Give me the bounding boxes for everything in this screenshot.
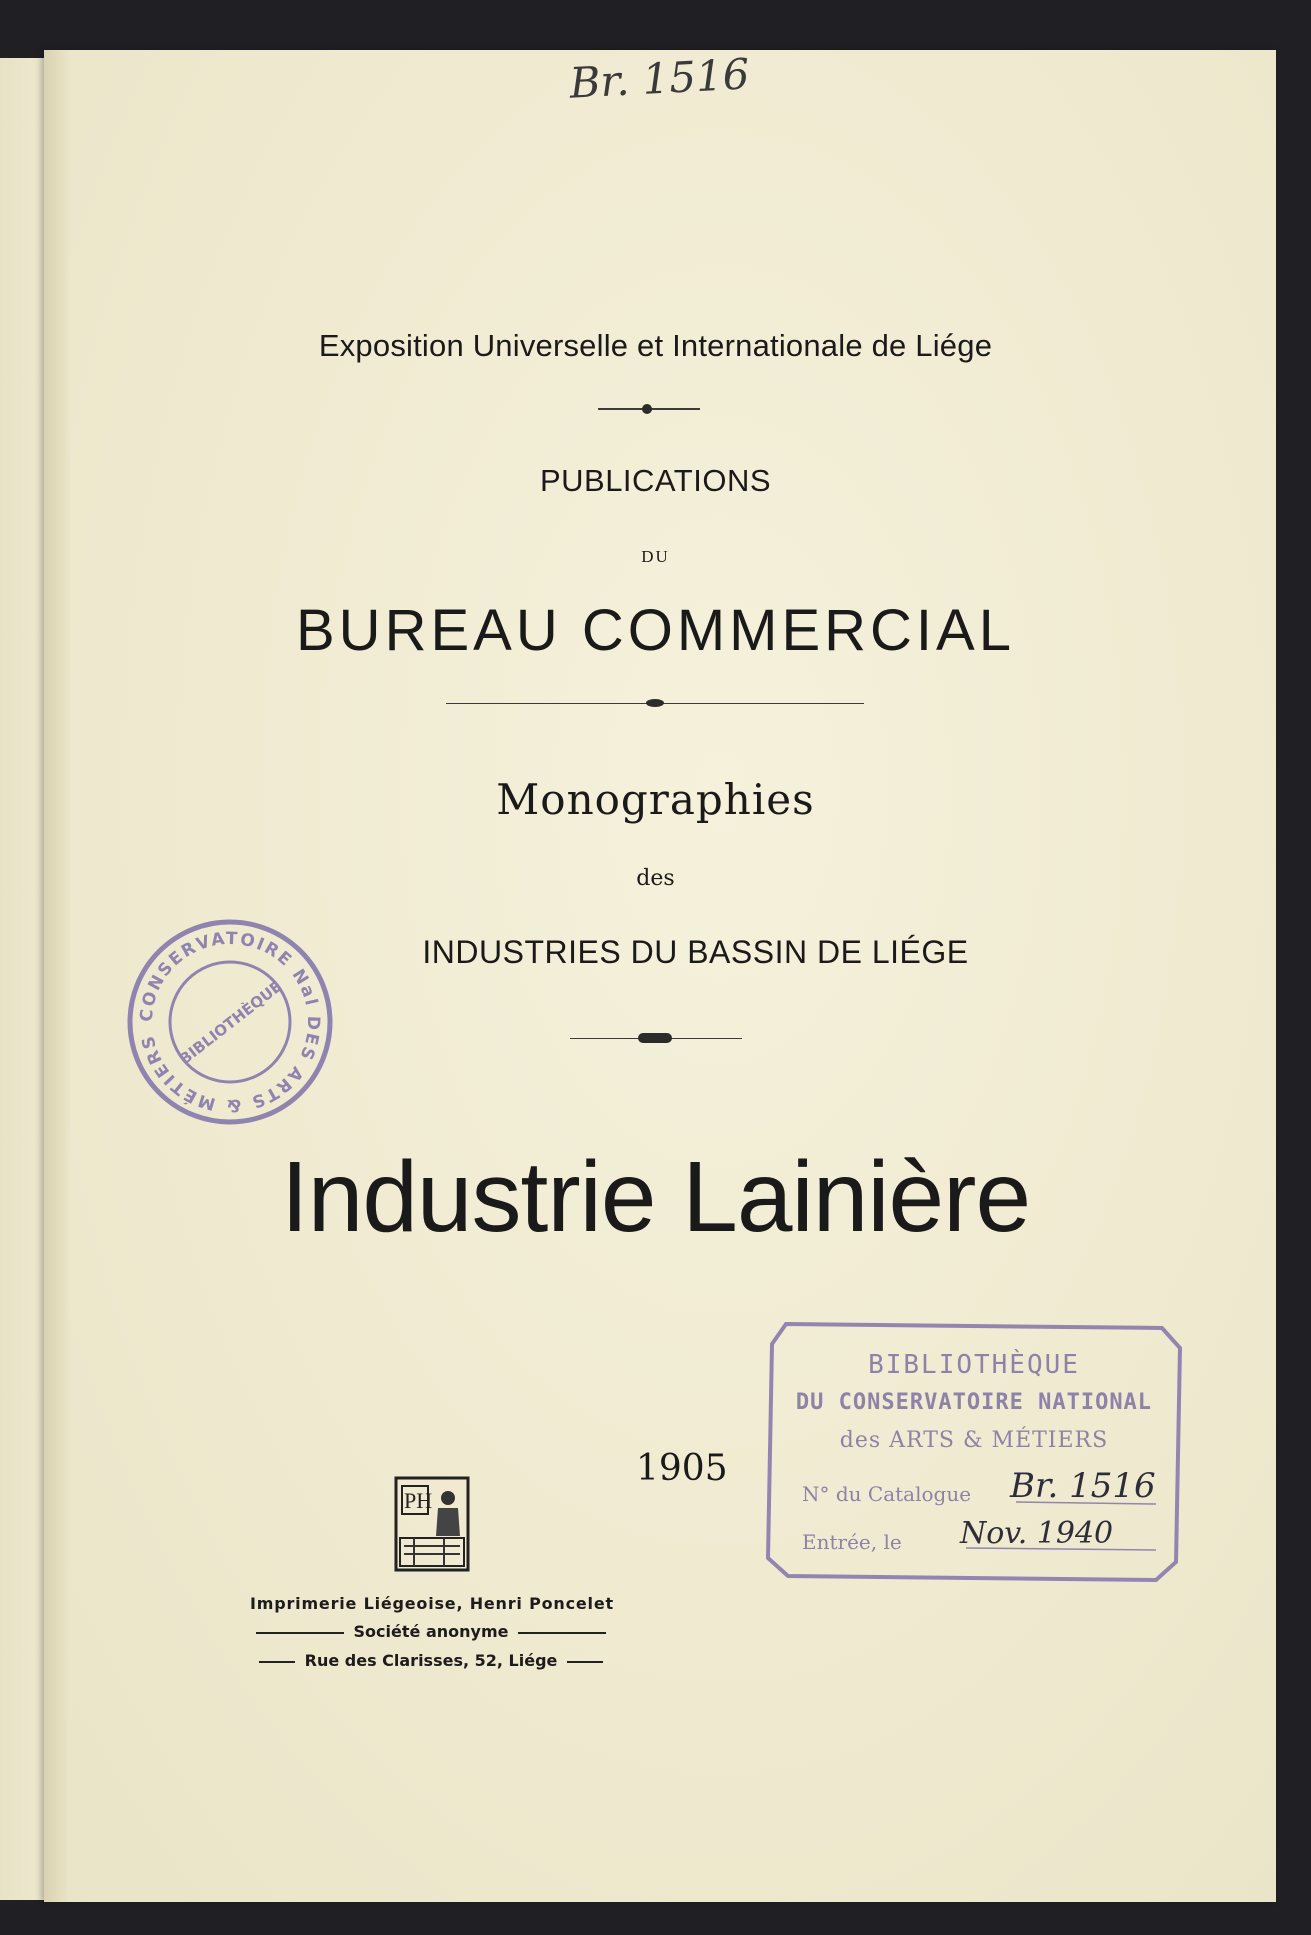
round-library-stamp (124, 916, 336, 1128)
printer-address-text: Rue des Clarisses, 52, Liége (304, 1651, 558, 1670)
publication-year: 1905 (636, 1448, 728, 1489)
monographies-line: Monographies (496, 775, 815, 824)
rule-right (567, 1661, 603, 1663)
document-title: Industrie Lainière (280, 1141, 1031, 1253)
printer-address (250, 1651, 612, 1670)
ornament-dot-2 (646, 699, 664, 707)
round-stamp-inner-text: BIBLIOTHÈQUE (175, 977, 286, 1069)
stamp-line-1: BIBLIOTHÈQUE (868, 1350, 1080, 1380)
printer-logo-initials: PH (404, 1488, 433, 1513)
printer-company-type-text: Société anonyme (353, 1622, 509, 1641)
publications-line: PUBLICATIONS (539, 463, 772, 498)
round-stamp-outer-text: CONSERVATOIRE Nal DES ARTS & MÉTIERS (136, 928, 324, 1116)
rule-right (518, 1632, 606, 1634)
ornament-dot-1 (642, 404, 652, 414)
shelf-mark: Br. 1516 (568, 49, 751, 108)
rule-left (259, 1661, 295, 1663)
entree-value: Nov. 1940 (960, 1516, 1114, 1551)
du-line: DU (641, 547, 670, 566)
library-catalogue-stamp (764, 1322, 1184, 1584)
entree-label: Entrée, le (802, 1530, 902, 1554)
des-line: des (636, 866, 675, 891)
industries-line: INDUSTRIES DU BASSIN DE LIÉGE (422, 934, 969, 970)
printer-name: Imprimerie Liégeoise, Henri Poncelet (250, 1594, 614, 1613)
bureau-commercial-heading: BUREAU COMMERCIAL (296, 598, 1015, 663)
ornament-dot-3 (638, 1033, 672, 1043)
printer-company-type (250, 1622, 612, 1641)
printer-logo-icon (394, 1476, 470, 1572)
rule-left (256, 1632, 344, 1634)
stamp-line-3: des ARTS & MÉTIERS (839, 1428, 1109, 1453)
exposition-line: Exposition Universelle et Internationale de Liége (318, 328, 993, 363)
stamp-line-2: DU CONSERVATOIRE NATIONAL (795, 1390, 1153, 1415)
catalogue-label: N° du Catalogue (802, 1482, 972, 1506)
catalogue-value: Br. 1516 (1010, 1466, 1156, 1506)
